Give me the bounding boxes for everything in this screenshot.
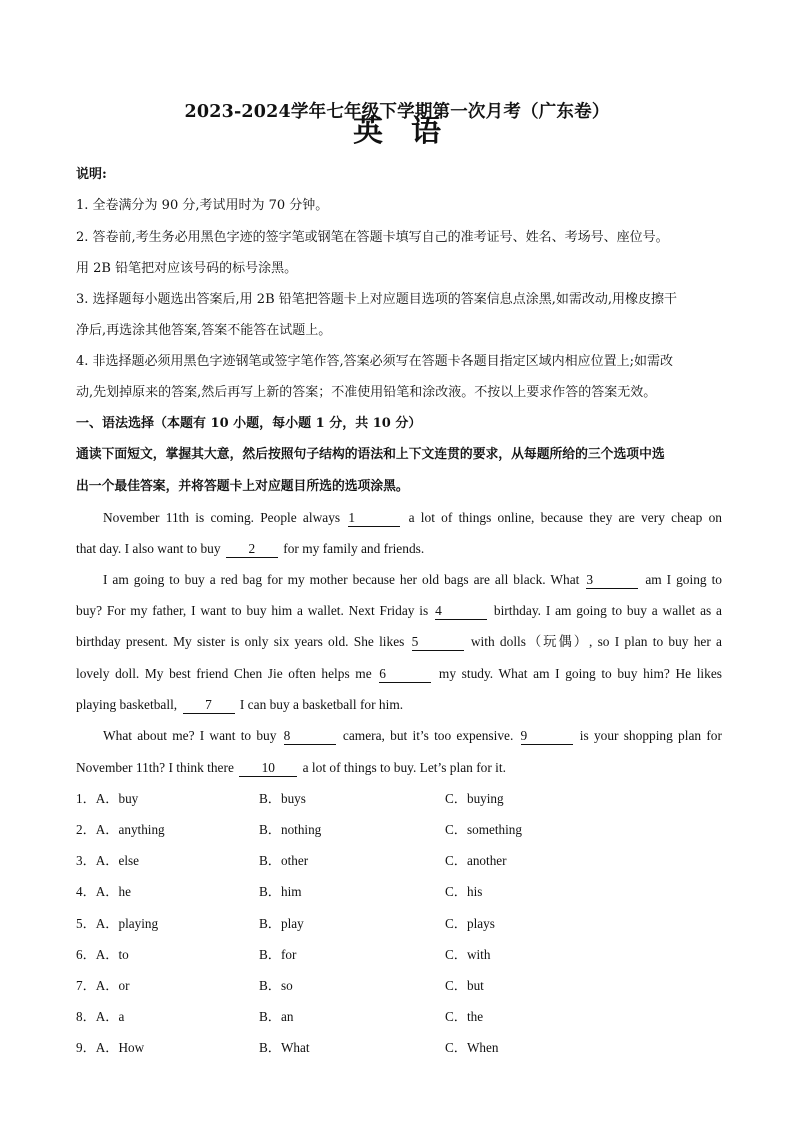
option-b: B．for [259,947,297,962]
option-a: 1．A．buy [76,791,139,806]
option-a: 8．A．a [76,1009,125,1024]
blank-10: 10 [239,760,297,777]
option-c: C．another [445,853,507,868]
passage-text: buy? For my father, I want to buy him a wallet. Next Friday is [76,603,429,618]
instruction-3a: 3. 选择题每小题选出答案后,用 2B 铅笔把答题卡上对应题目选项的答案信息点涂黑,如需改动,用橡皮擦干 [76,292,678,307]
passage-text: with dolls（玩偶）, so I plan to buy her a [470,634,722,649]
passage-text: What about me? I want to buy [103,728,277,743]
option-a: 6．A．to [76,947,129,962]
blank-8: 8 [284,728,336,745]
option-b: B．so [259,978,293,993]
instruction-1: 1. 全卷满分为 90 分,考试用时为 70 分钟。 [76,198,329,213]
section-heading: 一、语法选择（本题有 10 小题，每小题 1 分，共 10 分） [76,416,422,431]
option-row-6 [76,945,722,965]
blank-5: 5 [412,634,464,651]
passage-text: is your shopping plan for [579,728,722,743]
option-row-2 [76,820,722,840]
option-a: 9．A．How [76,1040,145,1055]
passage-line [76,758,722,778]
passage-line [76,632,722,652]
option-a: 3．A．else [76,853,139,868]
passage-line [103,726,722,746]
option-c: C．but [445,978,484,993]
option-row-1 [76,789,722,809]
passage-line [76,601,722,621]
passage-text: birthday. I am going to buy a wallet as a [493,603,722,618]
blank-7: 7 [183,697,235,714]
option-a: 5．A．playing [76,916,159,931]
passage-text: camera, but it’s too expensive. [342,728,514,743]
option-b: B．him [259,884,302,899]
option-b: B．play [259,916,304,931]
option-a: 2．A．anything [76,822,165,837]
passage-text: a lot of things to buy. Let’s plan for it. [302,760,506,775]
passage-text: lovely doll. My best friend Chen Jie often helps me [76,666,372,681]
passage-text: my study. What am I going to buy him? He likes [438,666,722,681]
option-c: C．something [445,822,522,837]
blank-6: 6 [379,666,431,683]
passage-line [76,539,722,559]
passage-text: a lot of things online, because they are very cheap on [408,510,722,525]
option-c: C．with [445,947,491,962]
option-c: C．When [445,1040,499,1055]
instruction-2a: 2. 答卷前,考生务必用黑色字迹的签字笔或钢笔在答题卡填写自己的准考证号、姓名、考场号、座位号。 [76,230,669,245]
blank-4: 4 [435,603,487,620]
subject-title: 英语 [353,114,469,149]
option-b: B．buys [259,791,306,806]
blank-1: 1 [348,510,400,527]
option-row-5 [76,914,722,934]
option-b: B．What [259,1040,310,1055]
option-c: C．buying [445,791,504,806]
option-b: B．nothing [259,822,322,837]
blank-9: 9 [521,728,573,745]
option-b: B．an [259,1009,294,1024]
option-row-4 [76,882,722,902]
option-row-3 [76,851,722,871]
passage-text: that day. I also want to buy [76,541,221,556]
passage-line [103,508,722,528]
instruction-4a: 4. 非选择题必须用黑色字迹钢笔或签字笔作答,答案必须写在答题卡各题目指定区域内相应位置上;如需改 [76,354,674,369]
instruction-4b: 动,先划掉原来的答案,然后再写上新的答案；不准使用铅笔和涂改液。不按以上要求作答的答案无效。 [76,385,657,400]
passage-text: birthday present. My sister is only six years old. She likes [76,634,405,649]
instruction-3b: 净后,再选涂其他答案,答案不能答在试题上。 [76,323,332,338]
section-instruction-b: 出一个最佳答案，并将答题卡上对应题目所选的选项涂黑。 [76,479,409,494]
passage-line [103,570,722,590]
option-b: B．other [259,853,309,868]
passage-line [76,664,722,684]
passage-text: playing basketball, [76,697,178,712]
option-c: C．plays [445,916,495,931]
option-c: C．his [445,884,483,899]
passage-text: I am going to buy a red bag for my mother because her old bags are all black. What [103,572,580,587]
blank-3: 3 [586,572,638,589]
instruction-2b: 用 2B 铅笔把对应该号码的标号涂黑。 [76,261,298,276]
instructions-heading: 说明: [76,167,107,182]
passage-text: I can buy a basketball for him. [239,697,404,712]
exam-title: 2023-2024学年七年级下学期第一次月考（广东卷） [184,102,610,122]
passage-text: November 11th is coming. People always [103,510,341,525]
blank-2: 2 [226,541,278,558]
option-c: C．the [445,1009,484,1024]
option-row-9 [76,1038,722,1058]
passage-text: am I going to [645,572,722,587]
option-row-7 [76,976,722,996]
option-a: 7．A．or [76,978,130,993]
passage-line [76,695,722,715]
section-instruction-a: 通读下面短文，掌握其大意，然后按照句子结构的语法和上下文连贯的要求，从每题所给的三个选项中选 [76,447,665,462]
passage-text: November 11th? I think there [76,760,234,775]
option-row-8 [76,1007,722,1027]
option-a: 4．A．he [76,884,131,899]
passage-text: for my family and friends. [283,541,425,556]
